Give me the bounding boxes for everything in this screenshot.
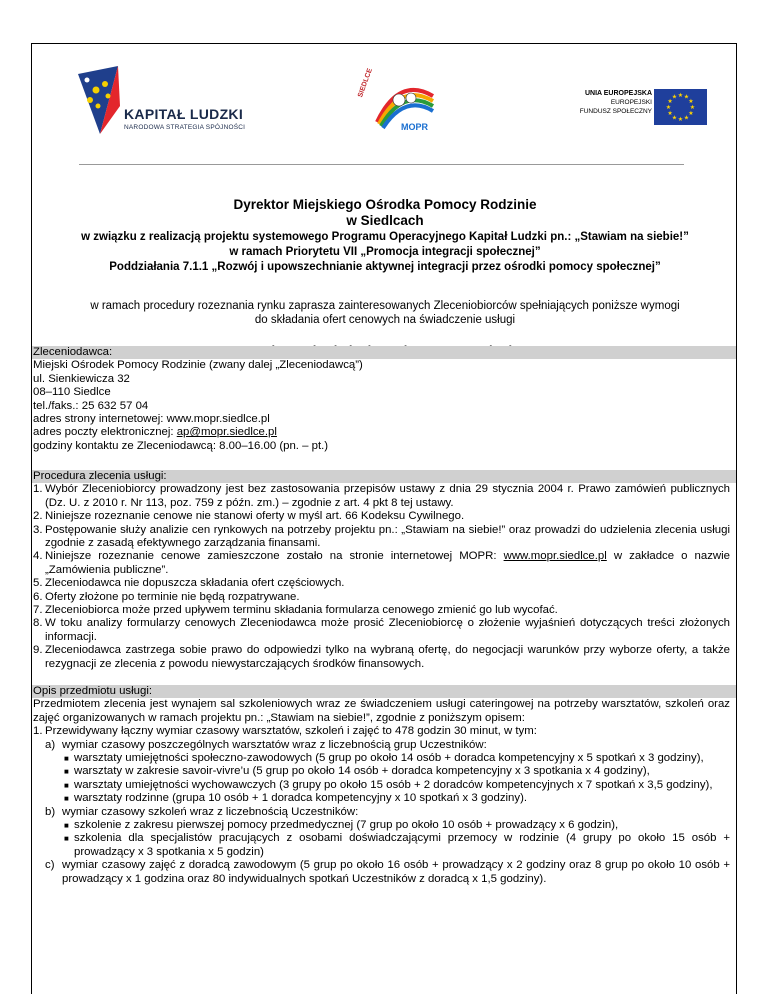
project-line3: Poddziałania 7.1.1 „Rozwój i upowszechnianie aktywnej integracji przez ośrodki pomocy społecznej” xyxy=(109,261,661,273)
header-separator xyxy=(79,164,684,165)
section-heading: Opis przedmiotu usługi: xyxy=(32,685,737,698)
sub-item-a xyxy=(32,739,737,752)
bullet-item xyxy=(32,832,737,859)
mopr-logo xyxy=(357,67,437,132)
list-item: 6. Oferty złożone po terminie nie będą rozpatrywane. xyxy=(33,590,300,603)
client-street: ul. Sienkiewicza 32 xyxy=(33,372,130,385)
mopr-website-link[interactable]: www.mopr.siedlce.pl xyxy=(503,550,607,563)
bullet-icon: ■ xyxy=(64,794,69,804)
list-item-text: Zleceniodawca zastrzega sobie prawo do odpowiedzi tylko na wybraną ofertę, do negocjacji warunków przy wyborze oferty, a także rezygnacji ze zlecenia z powodu niewystarczających środków finansowych. xyxy=(45,644,730,670)
list-item-text-tail: w zakładce o nazwie „Zamówienia publiczne”. xyxy=(45,550,730,576)
section-zleceniodawca xyxy=(32,346,737,453)
list-item-text: Oferty złożone po terminie nie będą rozpatrywane. xyxy=(45,590,300,603)
svg-text:★: ★ xyxy=(688,98,694,105)
list-item-text: Zleceniodawca nie dopuszcza składania ofert częściowych. xyxy=(45,577,345,590)
section-procedura xyxy=(32,470,737,671)
list-item: 4. Niniejsze rozeznanie cenowe zamieszczone zostało na stronie internetowej MOPR: www.mopr.siedlce.pl w zakładce o nazwie „Zamówienia publiczne”. xyxy=(33,550,730,576)
email-label: adres poczty elektronicznej: xyxy=(33,426,177,439)
svg-text:★: ★ xyxy=(677,116,684,123)
bullet-text: warsztaty rodzinne (grupa 10 osób + 1 doradca kompetencyjny x 10 spotkań x 3 godziny). xyxy=(74,792,528,805)
list-item: 2. Niniejsze rozeznanie cenowe nie stanowi oferty w myśl art. 66 Kodeksu Cywilnego. xyxy=(33,510,465,523)
sub-item-text: wymiar czasowy zajęć z doradcą zawodowym (5 grup po około 16 osób + prowadzący x 2 godziny oraz 8 grup po około 10 osób + prowadzący x 1 godzina oraz 80 indywidualnych spotkań Uczestników z doradcą x 1,5 godziny). xyxy=(62,859,730,885)
bullet-item xyxy=(32,819,737,832)
sub-item-letter: a) xyxy=(45,738,56,751)
sub-item-text: wymiar czasowy poszczególnych warsztatów wraz z liczebnością grup Uczestników: xyxy=(62,738,487,751)
list-item: 7. Zleceniobiorca może przed upływem terminu składania formularza cenowego zmienić go lub wycofać. xyxy=(33,604,558,617)
description-list xyxy=(32,725,737,738)
project-line2: w ramach Priorytetu VII „Promocja integracji społecznej” xyxy=(229,246,541,258)
client-www: adres strony internetowej: www.mopr.siedlce.pl xyxy=(33,413,270,426)
svg-text:★: ★ xyxy=(689,104,696,111)
list-item: 5. Zleceniodawca nie dopuszcza składania ofert częściowych. xyxy=(33,577,345,590)
bullet-item xyxy=(32,792,737,805)
bullet-icon: ■ xyxy=(64,780,69,790)
email-link[interactable]: ap@mopr.siedlce.pl xyxy=(176,426,277,439)
bullet-item xyxy=(32,765,737,778)
bullet-icon: ■ xyxy=(64,834,69,844)
list-item-text: Przewidywany łączny wymiar czasowy warsztatów, szkoleń i zajęć to 478 godzin 30 minut, w tym: xyxy=(45,725,537,738)
svg-text:★: ★ xyxy=(683,114,690,122)
list-item-text: Zleceniobiorca może przed upływem terminu składania formularza cenowego zmienić go lub wycofać. xyxy=(45,604,558,617)
kapital-ludzki-emblem-icon xyxy=(70,66,122,136)
svg-text:★: ★ xyxy=(671,93,678,101)
svg-text:★: ★ xyxy=(665,104,672,111)
sub-item-letter: c) xyxy=(45,859,55,872)
bullet-icon: ■ xyxy=(64,767,69,777)
eu-text xyxy=(580,89,652,116)
title-line1: Dyrektor Miejskiego Ośrodka Pomocy Rodzinie xyxy=(233,197,537,212)
description-intro: Przedmiotem zlecenia jest wynajem sal szkoleniowych wraz ze świadczeniem usługi cateringowej na potrzeby warsztatów, szkoleń oraz zajęć organizowanych w ramach projektu pn.: „Stawiam na siebie!”, zgodnie z poniższym opisem: xyxy=(33,698,730,724)
intro-line1: w ramach procedury rozeznania rynku zaprasza zainteresowanych Zleceniobiorców spełniających poniższe wymogi xyxy=(90,300,680,312)
sub-item-letter: b) xyxy=(45,805,56,818)
title xyxy=(32,197,737,229)
intro xyxy=(32,299,737,327)
section-opis xyxy=(32,685,737,886)
project-info xyxy=(32,230,737,275)
list-item: 9. Zleceniodawca zastrzega sobie prawo do odpowiedzi tylko na wybraną ofertę, do negocjacji warunków przy wyborze oferty, a także rezygnacji ze zlecenia z powodu niewystarczających środków finansowych. xyxy=(33,644,730,670)
bullet-text: szkolenia dla specjalistów pracujących z osobami doświadczającymi przemocy w rodzinie (4 grupy po około 15 osób + prowadzący x 3 spotkania x 5 godzin) xyxy=(74,832,730,858)
siedlce-text: SIEDLCE xyxy=(357,67,374,99)
svg-text:★: ★ xyxy=(667,98,673,105)
svg-text:★: ★ xyxy=(688,110,694,117)
list-item-text: W toku analizy formularzy cenowych Zleceniodawca może prosić Zleceniobiorcę o złożenie wyjaśnień dotyczących treści złożonych informacji. xyxy=(45,617,730,643)
bullet-text: warsztaty umiejętności społeczno-zawodowych (5 grup po około 14 osób + doradca kompetencyjny x 5 spotkań x 3 godziny), xyxy=(74,752,704,765)
mopr-text: MOPR xyxy=(401,122,428,132)
project-line1: w związku z realizacją projektu systemowego Programu Operacyjnego Kapitał Ludzki pn.: „Stawiam na siebie!” xyxy=(81,231,689,243)
eu-line3: FUNDUSZ SPOŁECZNY xyxy=(579,108,652,115)
eu-logo xyxy=(507,89,707,129)
sub-item-c xyxy=(32,859,737,886)
svg-text:★: ★ xyxy=(677,92,684,99)
bullet-item xyxy=(32,752,737,765)
list-item: 1. Przewidywany łączny wymiar czasowy warsztatów, szkoleń i zajęć to 478 godzin 30 minut, w tym: xyxy=(33,725,537,738)
svg-text:★: ★ xyxy=(671,114,678,122)
client-phone: tel./faks.: 25 632 57 04 xyxy=(33,399,149,412)
title-line2: w Siedlcach xyxy=(346,213,424,228)
client-city: 08–110 Siedlce xyxy=(33,386,111,399)
intro-line2: do składania ofert cenowych na świadczenie usługi xyxy=(254,314,516,326)
list-item: 3. Postępowanie służy analizie cen rynkowych na potrzeby projektu pn.: „Stawiam na siebie!” oraz prowadzi do udzielenia zlecenia usługi zgodnie z zasadą efektywnego zarządzania finansami. xyxy=(33,523,730,550)
bullet-text: warsztaty w zakresie savoir-vivre’u (5 grup po około 14 osób + doradca kompetencyjny x 3 spotkania x 4 godziny), xyxy=(74,765,650,778)
kapital-ludzki-logo xyxy=(70,56,270,136)
sub-item-text: wymiar czasowy szkoleń wraz z liczebnością Uczestników: xyxy=(62,805,359,818)
document-page xyxy=(31,43,737,994)
bullet-text: warsztaty umiejętności wychowawczych (3 grupy po około 15 osób + 2 doradców kompetencyjnych x 7 spotkań x 3,5 godziny), xyxy=(74,778,713,791)
bullet-icon: ■ xyxy=(64,754,69,764)
client-hours: godziny kontaktu ze Zleceniodawcą: 8.00–16.00 (pn. – pt.) xyxy=(33,439,329,452)
eu-line1: UNIA EUROPEJSKA xyxy=(584,90,652,97)
list-item: 1. Wybór Zleceniobiorcy prowadzony jest bez zastosowania przepisów ustawy z dnia 29 stycznia 2004 r. Prawo zamówień publicznych (Dz. U. z 2010 r. Nr 113, poz. 759 z późn. zm.) – zgodnie z art. 4 pkt 8 tej ustawy. xyxy=(33,483,730,509)
client-name: Miejski Ośrodek Pomocy Rodzinie (zwany dalej „Zleceniodawcą”) xyxy=(33,359,363,372)
bullet-text: szkolenie z zakresu pierwszej pomocy przedmedycznej (7 grup po około 10 osób + prowadzący x 6 godzin), xyxy=(74,819,619,832)
client-email-line xyxy=(32,426,737,439)
section-heading: Procedura zlecenia usługi: xyxy=(32,470,737,483)
bullet-item xyxy=(32,779,737,792)
sub-item-b xyxy=(32,806,737,819)
list-item-text: Niniejsze rozeznanie cenowe zamieszczone zostało na stronie internetowej MOPR: xyxy=(45,550,504,563)
kapital-ludzki-subtitle: NARODOWA STRATEGIA SPÓJNOŚCI xyxy=(124,124,246,131)
list-item-text: Postępowanie służy analizie cen rynkowych na potrzeby projektu pn.: „Stawiam na siebie!” oraz prowadzi do udzielenia zlecenia usługi zgodnie z zasadą efektywnego zarządzania finansami. xyxy=(45,523,730,550)
svg-text:★: ★ xyxy=(667,110,673,117)
eu-line2: EUROPEJSKI xyxy=(610,99,652,106)
list-item-text: Niniejsze rozeznanie cenowe nie stanowi oferty w myśl art. 66 Kodeksu Cywilnego. xyxy=(45,510,465,523)
list-item: 8. W toku analizy formularzy cenowych Zleceniodawca może prosić Zleceniobiorcę o złożenie wyjaśnień dotyczących treści złożonych informacji. xyxy=(33,617,730,643)
procedure-list xyxy=(32,483,737,671)
svg-text:★: ★ xyxy=(683,93,690,101)
eu-flag-icon xyxy=(654,89,707,125)
kapital-ludzki-title: KAPITAŁ LUDZKI xyxy=(124,106,244,122)
list-item-text: Wybór Zleceniobiorcy prowadzony jest bez zastosowania przepisów ustawy z dnia 29 stycznia 2004 r. Prawo zamówień publicznych (Dz. U. z 2010 r. Nr 113, poz. 759 z późn. zm.) – zgodnie z art. 4 pkt 8 tej ustawy. xyxy=(45,483,730,509)
bullet-icon: ■ xyxy=(64,821,69,831)
section-heading: Zleceniodawca: xyxy=(32,346,737,359)
